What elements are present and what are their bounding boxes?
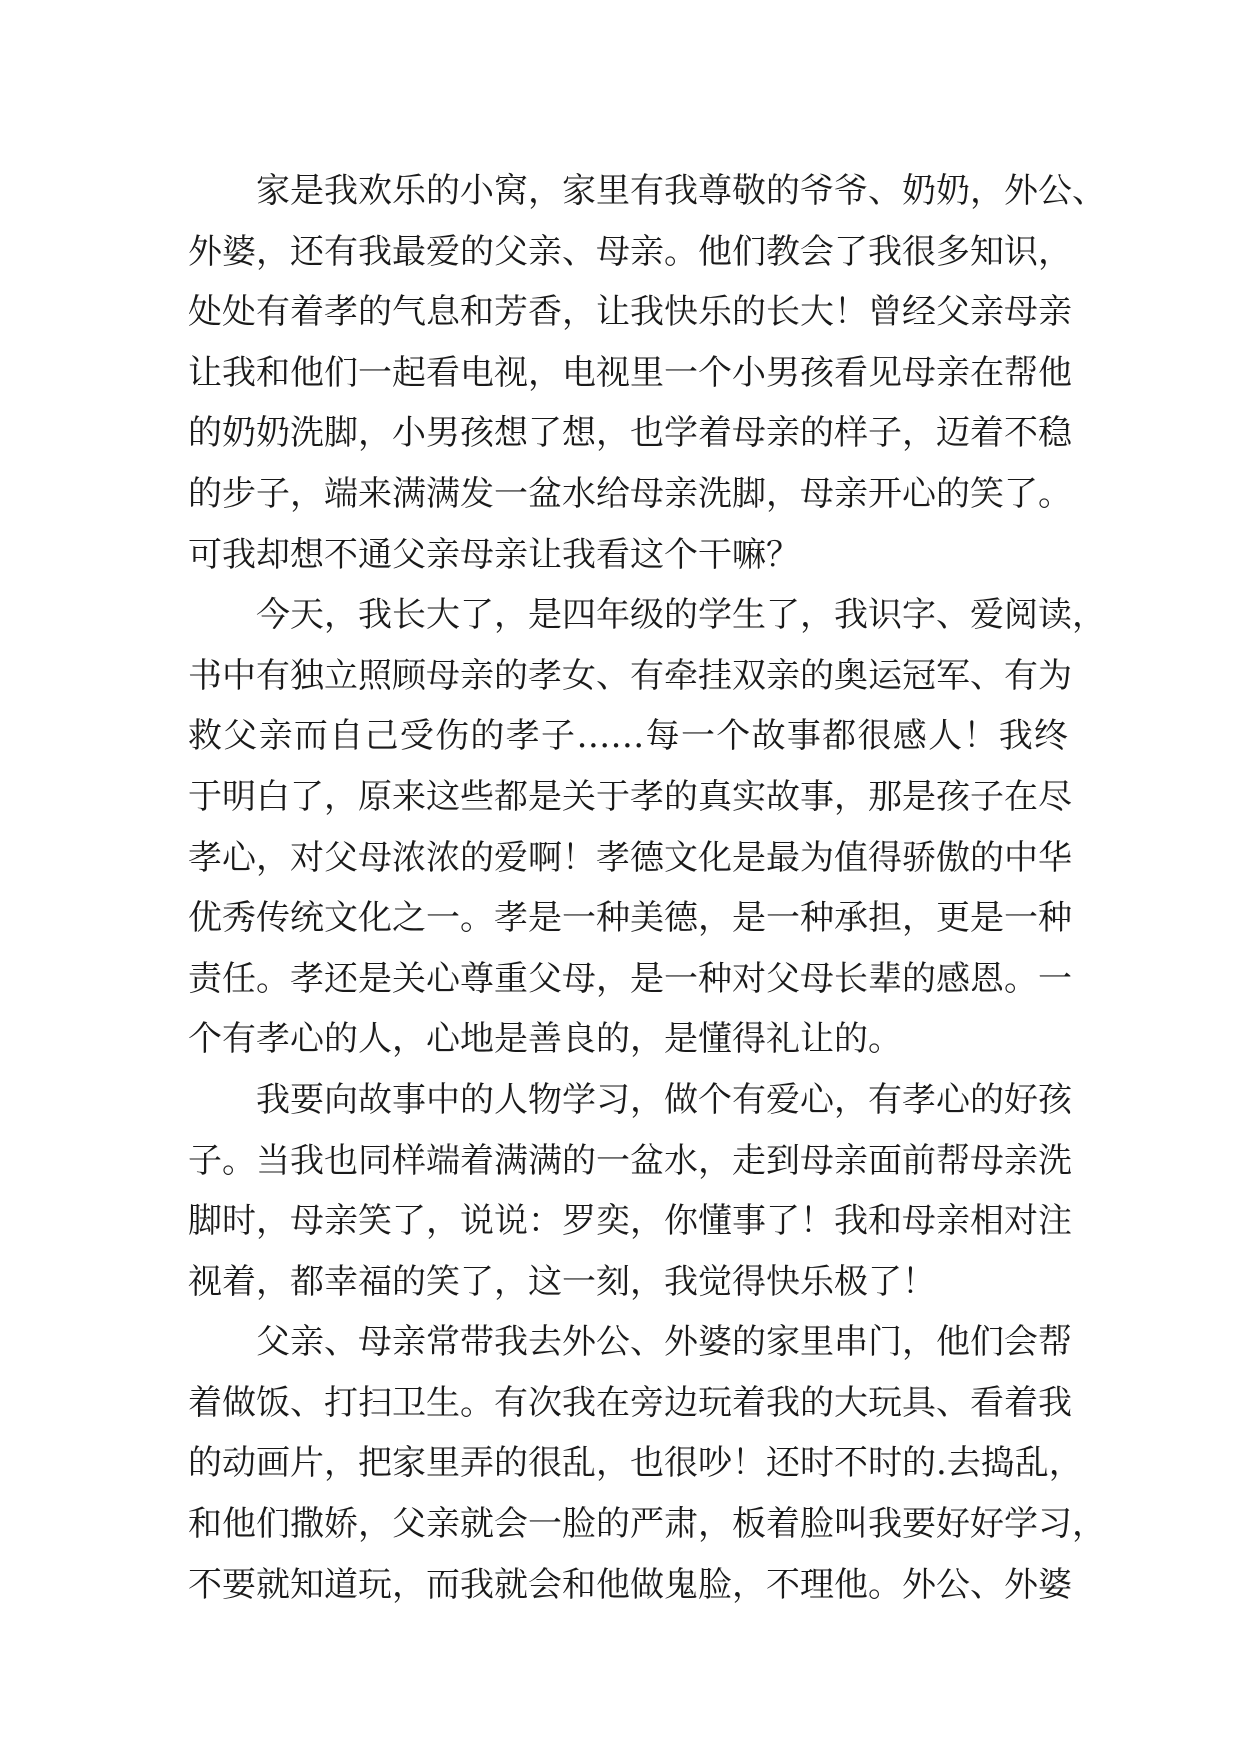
- paragraph-line: 书中有独立照顾母亲的孝女、有牵挂双亲的奥运冠军、有为: [188, 655, 1072, 696]
- paragraph-line: 处处有着孝的气息和芳香，让我快乐的长大！曾经父亲母亲: [188, 292, 1072, 333]
- paragraph-line: 不要就知道玩，而我就会和他做鬼脸，不理他。外公、外婆: [188, 1564, 1072, 1605]
- paragraph-line: 让我和他们一起看电视，电视里一个小男孩看见母亲在帮他: [188, 352, 1072, 393]
- paragraph-line: 个有孝心的人，心地是善良的，是懂得礼让的。: [188, 1019, 902, 1060]
- paragraph-line: 救父亲而自己受伤的孝子……每一个故事都很感人！我终: [188, 716, 1068, 757]
- paragraph-line: 的动画片，把家里弄的很乱，也很吵！还时不时的.去捣乱，: [188, 1443, 1083, 1484]
- paragraph-line: 于明白了，原来这些都是关于孝的真实故事，那是孩子在尽: [188, 776, 1072, 817]
- essay-body: [188, 161, 1106, 1615]
- paragraph-line: 脚时，母亲笑了，说说：罗奕，你懂事了！我和母亲相对注: [188, 1201, 1072, 1242]
- paragraph-line: 外婆，还有我最爱的父亲、母亲。他们教会了我很多知识，: [188, 231, 1072, 272]
- paragraph-line: 的步子，端来满满发一盆水给母亲洗脚，母亲开心的笑了。: [188, 473, 1072, 514]
- paragraph-1: [188, 161, 1106, 585]
- paragraph-2: [188, 585, 1106, 1070]
- paragraph-line: 孝心，对父母浓浓的爱啊！孝德文化是最为值得骄傲的中华: [188, 837, 1072, 878]
- paragraph-line: 可我却想不通父亲母亲让我看这个干嘛？: [188, 534, 800, 575]
- paragraph-line: 优秀传统文化之一。孝是一种美德，是一种承担，更是一种: [188, 898, 1072, 939]
- paragraph-line: 子。当我也同样端着满满的一盆水，走到母亲面前帮母亲洗: [188, 1140, 1072, 1181]
- paragraph-line: 视着，都幸福的笑了，这一刻，我觉得快乐极了！: [188, 1261, 936, 1302]
- paragraph-line: 我要向故事中的人物学习，做个有爱心，有孝心的好孩: [256, 1079, 1072, 1120]
- paragraph-line: 的奶奶洗脚，小男孩想了想，也学着母亲的样子，迈着不稳: [188, 413, 1072, 454]
- paragraph-line: 今天，我长大了，是四年级的学生了，我识字、爱阅读，: [256, 595, 1106, 636]
- paragraph-4: [188, 1312, 1106, 1615]
- paragraph-line: 责任。孝还是关心尊重父母，是一种对父母长辈的感恩。一: [188, 958, 1072, 999]
- paragraph-3: [188, 1070, 1072, 1312]
- paragraph-line: 父亲、母亲常带我去外公、外婆的家里串门，他们会帮: [256, 1322, 1072, 1363]
- paragraph-line: 着做饭、打扫卫生。有次我在旁边玩着我的大玩具、看着我: [188, 1382, 1072, 1423]
- paragraph-line: 家是我欢乐的小窝，家里有我尊敬的爷爷、奶奶，外公、: [256, 171, 1106, 211]
- paragraph-line: 和他们撒娇，父亲就会一脸的严肃，板着脸叫我要好好学习，: [188, 1504, 1106, 1545]
